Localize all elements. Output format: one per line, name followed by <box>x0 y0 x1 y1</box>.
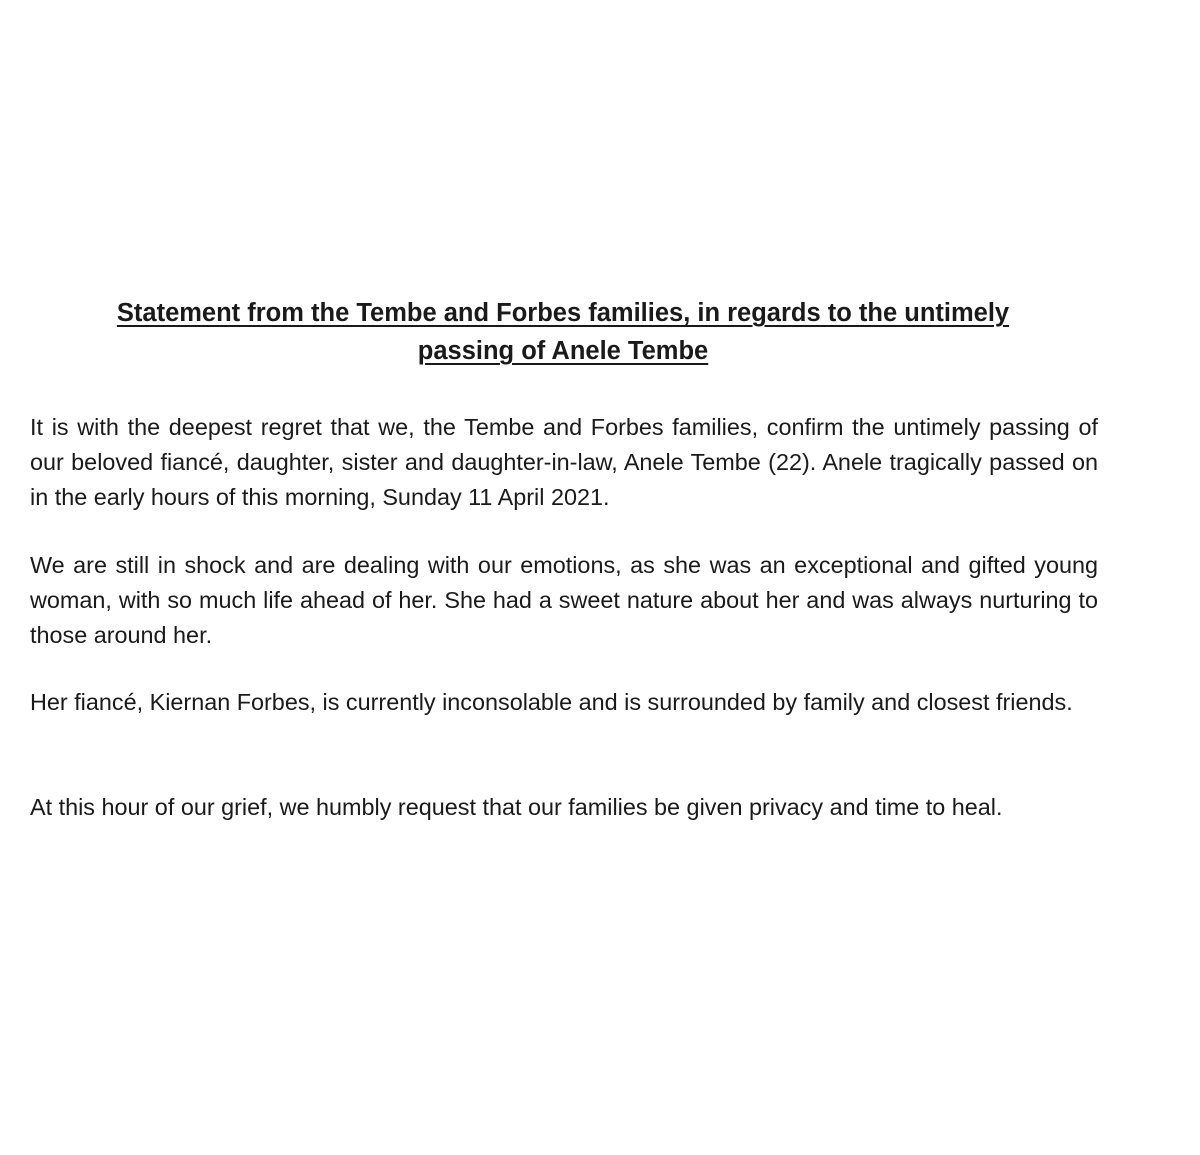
statement-title <box>30 294 1096 370</box>
paragraph-fiance: Her fiancé, Kiernan Forbes, is currently inconsolable and is surrounded by family and closest friends. <box>30 689 1073 715</box>
paragraph-confirmation: It is with the deepest regret that we, the Tembe and Forbes families, confirm the untimely passing of our beloved fiancé, daughter, sister and daughter-in-law, Anele Tembe (22). Anele tragically passed on in the early hours of this morning, Sunday 11 April 2021. <box>30 414 1098 510</box>
paragraph-privacy-request: At this hour of our grief, we humbly request that our families be given privacy and time to heal. <box>30 794 1003 820</box>
statement-title-line-1: Statement from the Tembe and Forbes families, in regards to the untimely <box>116 299 1010 327</box>
statement-title-line-2: passing of Anele Tembe <box>417 337 709 365</box>
paragraph-tribute: We are still in shock and are dealing with our emotions, as she was an exceptional and gifted young woman, with so much life ahead of her. She had a sweet nature about her and was always nurturing to those around her. <box>30 552 1098 648</box>
